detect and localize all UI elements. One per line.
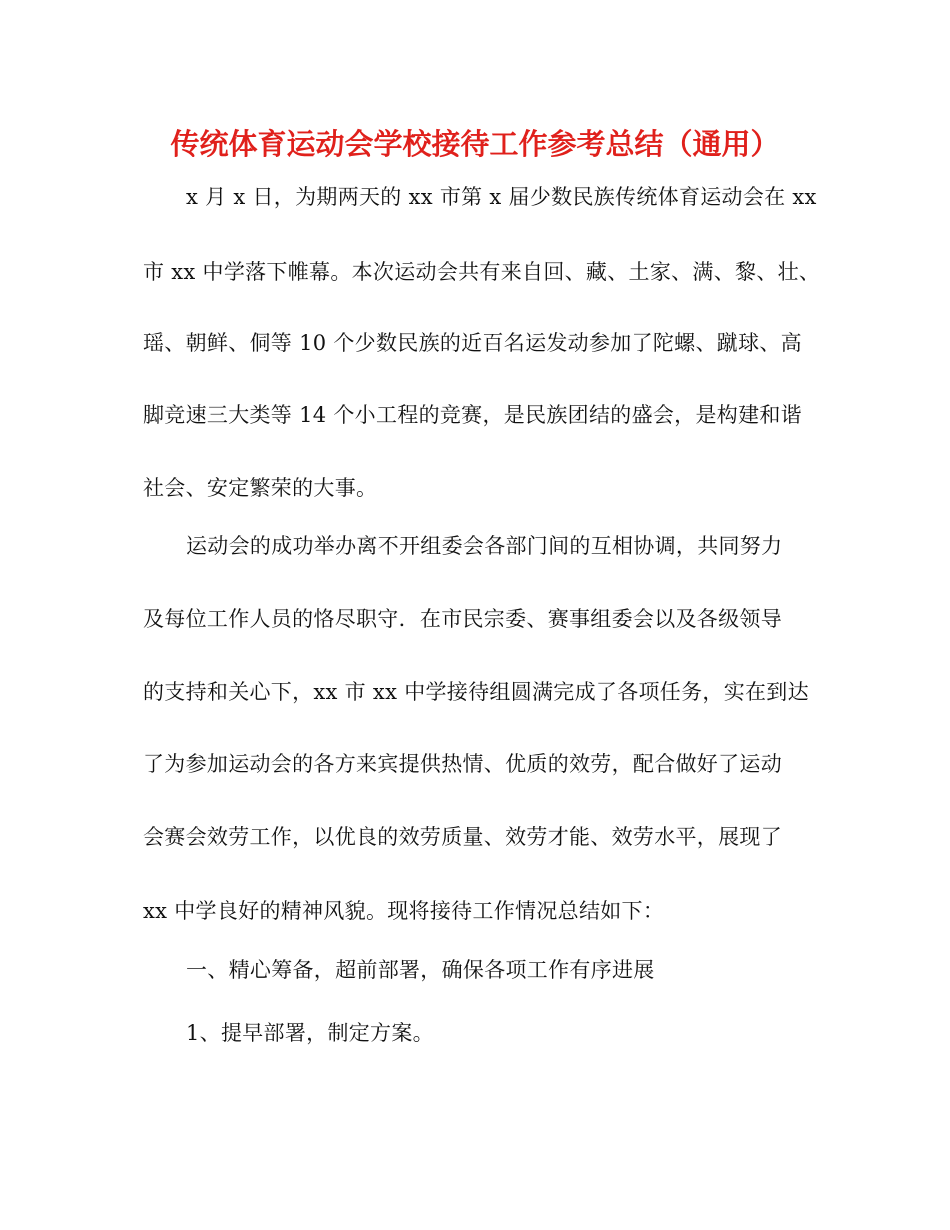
paragraph-line: 社会、安定繁荣的大事。 — [143, 476, 378, 500]
paragraph-line: 市 xx 中学落下帷幕。本次运动会共有来自回、藏、土家、满、黎、壮、 — [143, 260, 821, 284]
paragraph-line: 了为参加运动会的各方来宾提供热情、优质的效劳，配合做好了运动 — [143, 752, 782, 776]
paragraph-line: 瑶、朝鲜、侗等 10 个少数民族的近百名运发动参加了陀螺、蹴球、高 — [143, 331, 802, 355]
section-heading: 一、精心筹备，超前部署，确保各项工作有序进展 — [186, 958, 655, 982]
paragraph-line: 脚竞速三大类等 14 个小工程的竞赛，是民族团结的盛会，是构建和谐 — [143, 403, 802, 427]
paragraph-line: 会赛会效劳工作，以优良的效劳质量、效劳才能、效劳水平，展现了 — [143, 825, 782, 849]
paragraph-line: 及每位工作人员的恪尽职守．在市民宗委、赛事组委会以及各级领导 — [143, 607, 782, 631]
paragraph-line: xx 中学良好的精神风貌。现将接待工作情况总结如下： — [143, 899, 665, 923]
paragraph-line: x 月 x 日，为期两天的 xx 市第 x 届少数民族传统体育运动会在 xx — [186, 185, 817, 209]
subsection-heading: 1、提早部署，制定方案。 — [186, 1021, 434, 1045]
document-title: 传统体育运动会学校接待工作参考总结（通用） — [170, 127, 780, 161]
paragraph-line: 的支持和关心下，xx 市 xx 中学接待组圆满完成了各项任务，实在到达 — [143, 680, 809, 704]
paragraph-line: 运动会的成功举办离不开组委会各部门间的互相协调，共同努力 — [186, 534, 783, 558]
